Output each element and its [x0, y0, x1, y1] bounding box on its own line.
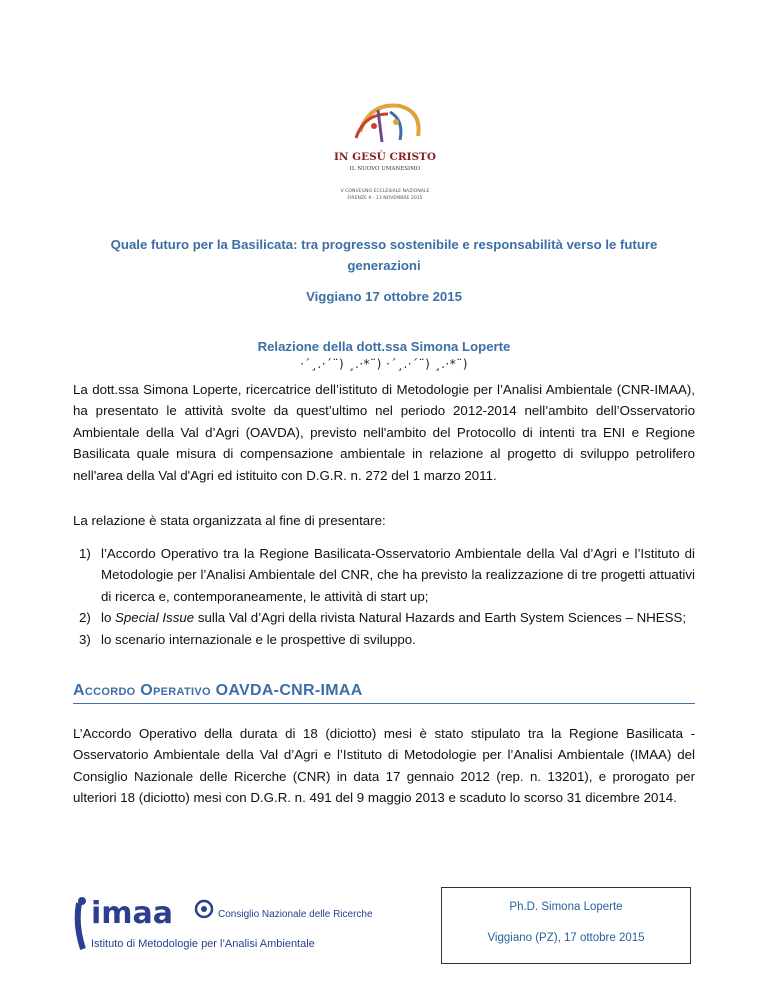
- logo-subtitle: IL NUOVO UMANESIMO: [349, 166, 421, 172]
- list-text-italic: Special Issue: [115, 610, 195, 626]
- intro-paragraph: La dott.ssa Simona Loperte, ricercatrice dell’istituto di Metodologie per l’Analisi Ambientale (CNR-IMAA), ha presentato le attività svolte da quest’ultimo nel periodo 2012-2014 nell’ambito dell’Osservatorio Ambientale della Val d’Agri (OAVDA), previsto nell'ambito del Protocollo di intenti tra ENI e Regione Basilicata quale misura di compensazione ambientale in relazione al progetto di sviluppo petrolifero nell'area della Val d'Agri ed istituito con D.G.R. n. 272 del 1 marzo 2011.: [73, 382, 695, 483]
- title-line-1: Quale futuro per la Basilicata: tra progresso sostenibile e responsabilità verso le future: [110, 237, 658, 252]
- list-intro: La relazione è stata organizzata al fine di presentare:: [73, 513, 386, 528]
- section-divider: [73, 703, 695, 704]
- list-text: l’Accordo Operativo tra la Regione Basilicata-Osservatorio Ambientale della Val d’Agri e l’Istituto di Metodologie per l’Analisi Ambientale del CNR, che ha previsto la realizzazione di tre progetti attuativi di ricerca e, contemporaneamente, le attività di start up;: [101, 546, 695, 604]
- list-number: 2): [79, 610, 91, 626]
- list-text-pre: lo: [101, 610, 116, 626]
- list-item: [73, 629, 695, 650]
- list-item: [73, 543, 695, 607]
- list-number: 1): [79, 546, 91, 561]
- imaa-logo: [73, 895, 373, 955]
- convention-logo-graphic: [330, 92, 440, 212]
- topics-list: [73, 543, 695, 650]
- author-name: Ph.D. Simona Loperte: [509, 901, 623, 913]
- author-place-date: Viggiano (PZ), 17 ottobre 2015: [487, 932, 645, 944]
- list-item: [73, 607, 695, 628]
- list-number: 3): [79, 631, 91, 647]
- convention-logo: [330, 92, 440, 212]
- logo-title: IN GESÙ CRISTO: [333, 151, 437, 163]
- section-heading: Accordo Operativo OAVDA-CNR-IMAA: [73, 682, 363, 699]
- imaa-wordmark: imaa: [91, 896, 174, 931]
- section-paragraph: L’Accordo Operativo della durata di 18 (diciotto) mesi è stato stipulato tra la Regione Basilicata - Osservatorio Ambientale della Val d’Agri e l’Istituto di Metodologie per l’Analisi Ambientale (IMAA) del Consiglio Nazionale delle Ricerche (CNR) in data 17 gennaio 2012 (rep. n. 13201), e prorogato per ulteriori 18 (diciotto) mesi con D.G.R. n. 491 del 9 maggio 2013 e scaduto lo scorso 31 dicembre 2014.: [73, 726, 695, 806]
- institute-name: Istituto di Metodologie per l’Analisi Ambientale: [91, 938, 315, 950]
- imaa-logo-graphic: [73, 895, 373, 955]
- author-box: [441, 887, 691, 964]
- list-text: lo scenario internazionale e le prospettive di sviluppo.: [101, 631, 416, 647]
- ornament: ·´¸.·´¨) ¸.·*¨) ·´¸.·´¨) ¸.·*¨): [300, 357, 468, 371]
- logo-dates: FIRENZE 9 - 13 NOVEMBRE 2015: [347, 196, 423, 201]
- logo-event: V CONVEGNO ECCLESIALE NAZIONALE: [340, 189, 430, 194]
- speaker-heading: Relazione della dott.ssa Simona Loperte: [257, 339, 511, 354]
- document-title: [90, 234, 678, 276]
- list-text: sulla Val d’Agri della rivista Natural Hazards and Earth System Sciences – NHESS;: [194, 610, 687, 626]
- cnr-name: Consiglio Nazionale delle Ricerche: [218, 909, 373, 920]
- event-date: Viggiano 17 ottobre 2015: [306, 289, 462, 304]
- title-line-2: generazioni: [347, 258, 421, 273]
